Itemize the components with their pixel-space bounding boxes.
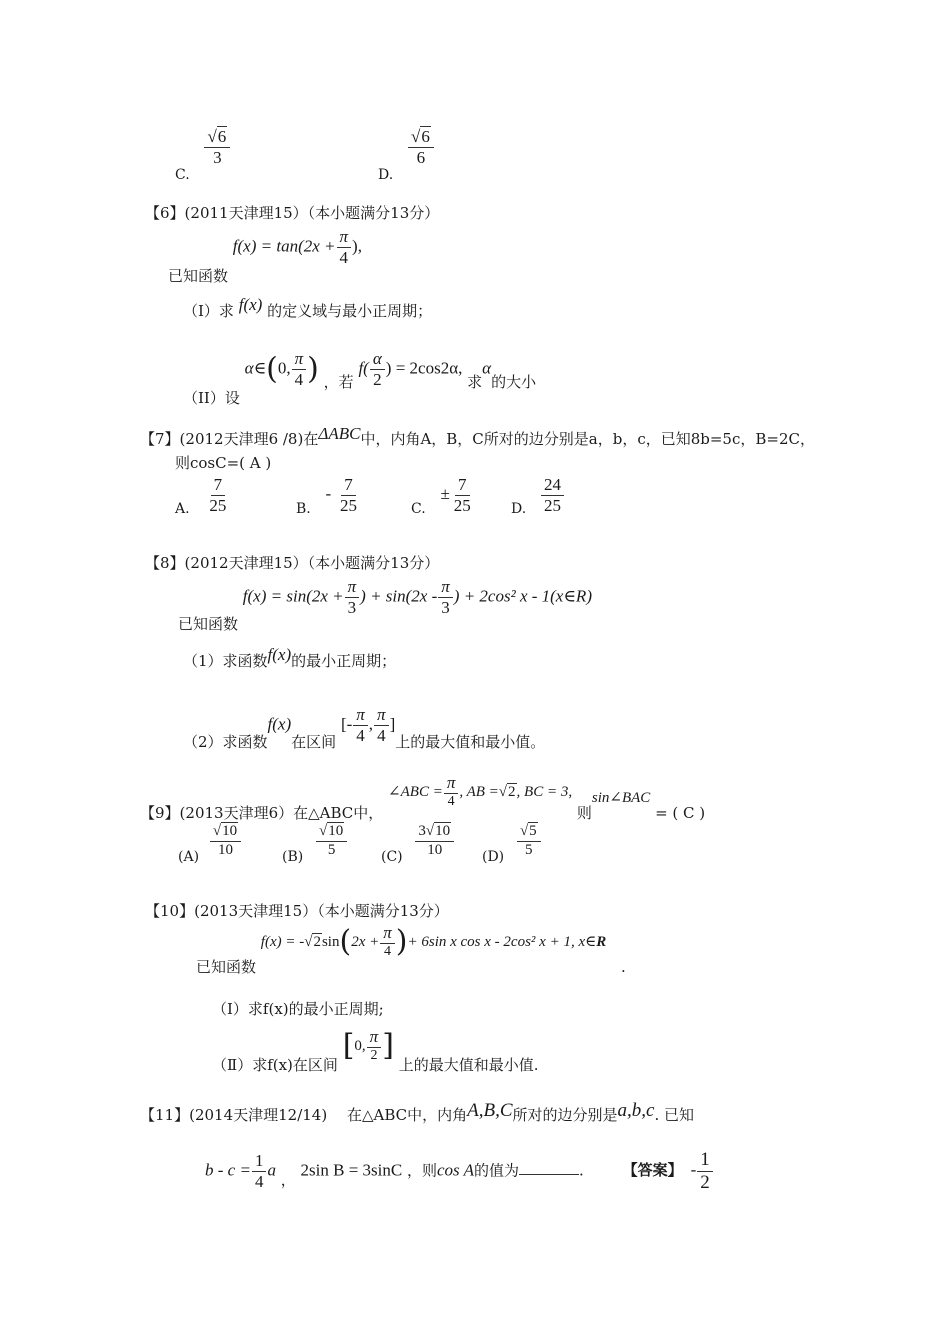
q7-option-b: B. - $\frac{7}{25}$ bbox=[296, 475, 357, 518]
q10-part2: （Ⅱ）求f(x)在区间 [0, $\frac{\pi}{2}$ ] 上的最大值和最小值. bbox=[212, 1027, 539, 1074]
q7-option-a: A. $\frac{7}{25}$ bbox=[175, 475, 227, 518]
q9-option-c: (C) $\frac{3√10}{10}$ bbox=[381, 824, 455, 859]
q10-part1: （Ⅰ）求f(x)的最小正周期; bbox=[212, 1000, 384, 1018]
q7-option-c: C. ± $\frac{7}{25}$ bbox=[411, 475, 471, 518]
q7-option-d: D. $\frac{24}{25}$ bbox=[511, 476, 565, 515]
option-c bbox=[175, 127, 231, 184]
q8-part2: （2）求函数f(x)在区间 [- $\frac{\pi}{4}$ , $\frac{\pi}{4}$ ]上的最大值和最小值。 bbox=[183, 705, 546, 752]
q6-part2: （II）设 α∈(0, $\frac{\pi}{4}$ ) ，若 f( $\frac{\alpha}{2}$ ) = 2cos2α, 求α的大小 bbox=[183, 349, 537, 408]
q6-header: 【6】(2011天津理15）（本小题满分13分） bbox=[145, 204, 440, 222]
q11-line1: 【11】(2014天津理12/14) 在△ABC中，内角A,B,C所对的边分别是a,b,c. 已知 bbox=[140, 1100, 694, 1124]
q7-line1: 【7】(2012天津理6 /8)在ΔABC中，内角A，B，C所对的边分别是a，b，c，已知8b=5c，B=2C， bbox=[140, 424, 815, 448]
option-c-label: C. bbox=[175, 167, 190, 184]
q11-line2: b - c = $\frac{1}{4}$ a ， 2sin B = 3sinC ，则cos A的值为 . 【答案】 - $\frac{1}{2}$ bbox=[205, 1150, 714, 1193]
q10-function: 已知函数 f(x) = -√2sin(2x + $\frac{\pi}{4}$ )+ 6sin x cos x - 2cos² x + 1, x∈R . bbox=[196, 923, 626, 976]
option-d-label: D. bbox=[378, 167, 394, 184]
q10-header: 【10】(2013天津理15）（本小题满分13分） bbox=[145, 902, 449, 920]
q9-option-d: (D) $\frac{√5}{5}$ bbox=[482, 824, 542, 859]
option-d-fraction: $\frac{√6}{6}$ bbox=[408, 128, 434, 167]
option-d bbox=[378, 127, 435, 184]
q8-part1: （1）求函数f(x)的最小正周期； bbox=[183, 645, 397, 670]
option-c-fraction: $\frac{√6}{3}$ bbox=[204, 128, 230, 167]
q6-part1: （Ⅰ）求 f(x) 的定义域与最小正周期； bbox=[183, 295, 433, 320]
q7-line2: 则cosC=( A ) bbox=[175, 454, 272, 472]
q8-header: 【8】(2012天津理15）（本小题满分13分） bbox=[145, 554, 440, 572]
q9-stem: 【9】(2013天津理6）在△ABC中， ∠ABC = $\frac{\pi}{4}$ , AB =√2, BC = 3, 则sin∠BAC = ( C ) bbox=[140, 773, 706, 822]
q8-function: 已知函数 f(x) = sin(2x + $\frac{\pi}{3}$ ) + sin(2x - $\frac{\pi}{3}$ ) + 2cos² x - 1(x∈R) bbox=[178, 577, 592, 634]
q6-function: 已知函数 f(x) = tan(2x + $\frac{\pi}{4}$ ), bbox=[168, 227, 362, 286]
q9-option-a: (A) $\frac{√10}{10}$ bbox=[178, 824, 242, 859]
q9-option-b: (B) $\frac{√10}{5}$ bbox=[282, 824, 348, 859]
answer-blank bbox=[519, 1160, 579, 1175]
